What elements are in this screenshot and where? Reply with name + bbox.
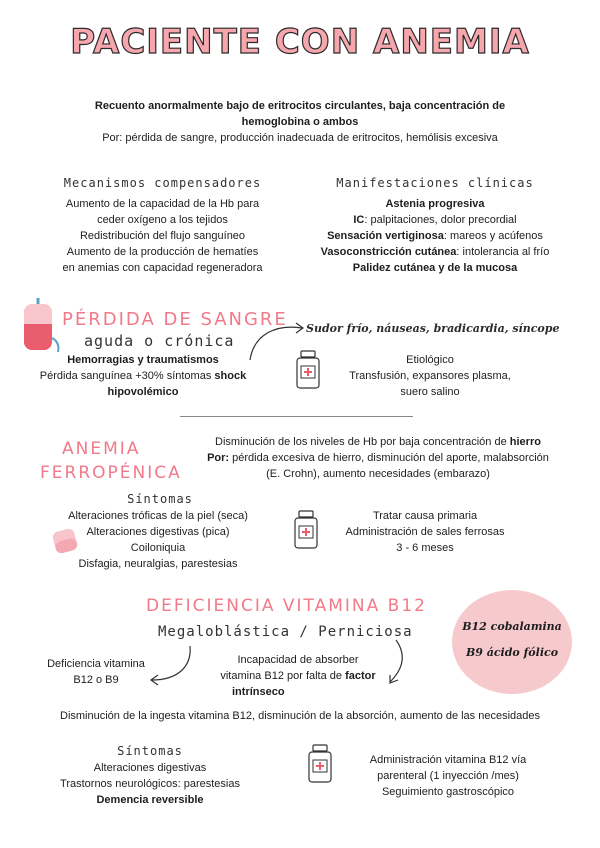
ferropenica-def3: (E. Crohn), aumento necesidades (embarazo) bbox=[266, 468, 490, 480]
ferropenica-sintoma: Coiloniquia bbox=[130, 542, 186, 554]
perdida-line3: hipovolémico bbox=[107, 386, 179, 398]
perdida-treat2: Transfusión, expansores plasma, bbox=[349, 370, 511, 382]
ferropenica-sintoma: Alteraciones digestivas (pica) bbox=[86, 526, 230, 538]
perdida-line1: Hemorragias y traumatismos bbox=[67, 354, 219, 366]
intro bbox=[40, 98, 560, 146]
perdida-treatment bbox=[335, 352, 525, 400]
intro-line3: Por: pérdida de sangre, producción inadecuada de eritrocitos, hemólisis excesiva bbox=[102, 132, 498, 144]
mecanismos-line: Redistribución del flujo sanguíneo bbox=[79, 230, 246, 242]
b12-incapacidad bbox=[198, 652, 398, 700]
medicine-bottle-icon bbox=[292, 510, 320, 550]
ferropenica-title-line1: ANEMIA bbox=[62, 439, 141, 459]
b12-mid3: intrínseco bbox=[232, 686, 285, 698]
vitamin-circle-text bbox=[452, 614, 572, 666]
b12-title: DEFICIENCIA VITAMINA B12 bbox=[146, 596, 427, 616]
mecanismos-section bbox=[40, 174, 285, 276]
medicine-bottle-icon bbox=[306, 744, 334, 784]
b12-treat3: Seguimiento gastroscópico bbox=[381, 786, 515, 798]
b12-sintoma: Alteraciones digestivas bbox=[93, 762, 207, 774]
mecanismos-line: ceder oxígeno a los tejidos bbox=[97, 214, 228, 226]
manifestaciones-title: Manifestaciones clínicas bbox=[336, 176, 534, 190]
page-title: PACIENTE CON ANEMIA bbox=[70, 22, 530, 62]
mecanismos-list bbox=[40, 196, 285, 276]
b12-treat1: Administración vitamina B12 vía bbox=[369, 754, 527, 766]
ferropenica-sintomas bbox=[38, 508, 278, 572]
b12-left2: B12 o B9 bbox=[73, 674, 119, 686]
perdida-treat1: Etiológico bbox=[406, 354, 454, 366]
manifestacion-vertigo: Sensación vertiginosa: mareos y acúfenos bbox=[327, 230, 543, 242]
perdida-title: PÉRDIDA DE SANGRE bbox=[62, 309, 288, 330]
ferropenica-def2: Por: pérdida excesiva de hierro, disminución del aporte, malabsorción bbox=[207, 452, 549, 464]
manifestacion-ic: IC: palpitaciones, dolor precordial bbox=[353, 214, 517, 226]
manifestacion-palidez: Palidez cutánea y de la mucosa bbox=[352, 262, 518, 274]
ferropenica-sintoma: Alteraciones tróficas de la piel (seca) bbox=[68, 510, 248, 522]
perdida-subtitle: aguda o crónica bbox=[84, 332, 235, 350]
vitamin-circle-b9: B9 ácido fólico bbox=[465, 646, 559, 659]
b12-mid2: vitamina B12 por falta de factor bbox=[220, 670, 376, 682]
ferropenica-title-line2: FERROPÉNICA bbox=[40, 463, 182, 483]
perdida-causes bbox=[28, 352, 258, 400]
b12-full-line: Disminución de la ingesta vitamina B12, disminución de la absorción, aumento de las necesidades bbox=[60, 710, 540, 722]
intro-line1: Recuento anormalmente bajo de eritrocitos circulantes, baja concentración de bbox=[94, 100, 506, 112]
manifestaciones-section bbox=[300, 174, 570, 276]
perdida-handnote: Sudor frío, náuseas, bradicardia, síncope bbox=[306, 322, 560, 335]
mecanismos-line: en anemias con capacidad regeneradora bbox=[62, 262, 263, 274]
ferropenica-treat3: 3 - 6 meses bbox=[396, 542, 454, 554]
perdida-line2: Pérdida sanguínea +30% síntomas shock bbox=[39, 370, 247, 382]
b12-sintoma: Demencia reversible bbox=[96, 794, 204, 806]
b12-sintoma: Trastornos neurológicos: parestesias bbox=[60, 778, 240, 790]
vitamin-circle-b12: B12 cobalamina bbox=[462, 620, 562, 633]
medicine-bottle-icon bbox=[294, 350, 322, 390]
mecanismos-line: Aumento de la producción de hematíes bbox=[66, 246, 259, 258]
manifestacion-vasoconstriccion: Vasoconstricción cutánea: intolerancia al frío bbox=[320, 246, 550, 258]
ferropenica-treat2: Administración de sales ferrosas bbox=[345, 526, 505, 538]
perdida-treat3: suero salino bbox=[400, 386, 460, 398]
b12-sintomas bbox=[40, 760, 260, 808]
ferropenica-sintomas-title: Síntomas bbox=[127, 492, 193, 506]
mecanismos-title: Mecanismos compensadores bbox=[63, 176, 262, 190]
ferropenica-def1: Disminución de los niveles de Hb por baja concentración de hierro bbox=[215, 436, 541, 448]
ferropenica-definition bbox=[178, 434, 578, 482]
ferropenica-sintoma: Disfagia, neuralgias, parestesias bbox=[78, 558, 238, 570]
b12-deficiencia bbox=[36, 656, 156, 688]
section-divider bbox=[180, 416, 413, 417]
mecanismos-line: Aumento de la capacidad de la Hb para bbox=[65, 198, 260, 210]
ferropenica-treatment bbox=[325, 508, 525, 556]
manifestacion-astenia: Astenia progresiva bbox=[385, 198, 485, 210]
b12-treatment bbox=[348, 752, 548, 800]
b12-sintomas-title: Síntomas bbox=[117, 744, 183, 758]
blood-bag-icon bbox=[20, 298, 60, 356]
b12-treat2: parenteral (1 inyección /mes) bbox=[377, 770, 519, 782]
ferropenica-title bbox=[40, 437, 182, 485]
b12-mid1: Incapacidad de absorber bbox=[237, 654, 359, 666]
manifestaciones-list bbox=[300, 196, 570, 276]
intro-line2: hemoglobina o ambos bbox=[241, 116, 359, 128]
b12-subtitle: Megaloblástica / Perniciosa bbox=[158, 624, 413, 640]
ferropenica-treat1: Tratar causa primaria bbox=[372, 510, 478, 522]
b12-left1: Deficiencia vitamina bbox=[47, 658, 145, 670]
